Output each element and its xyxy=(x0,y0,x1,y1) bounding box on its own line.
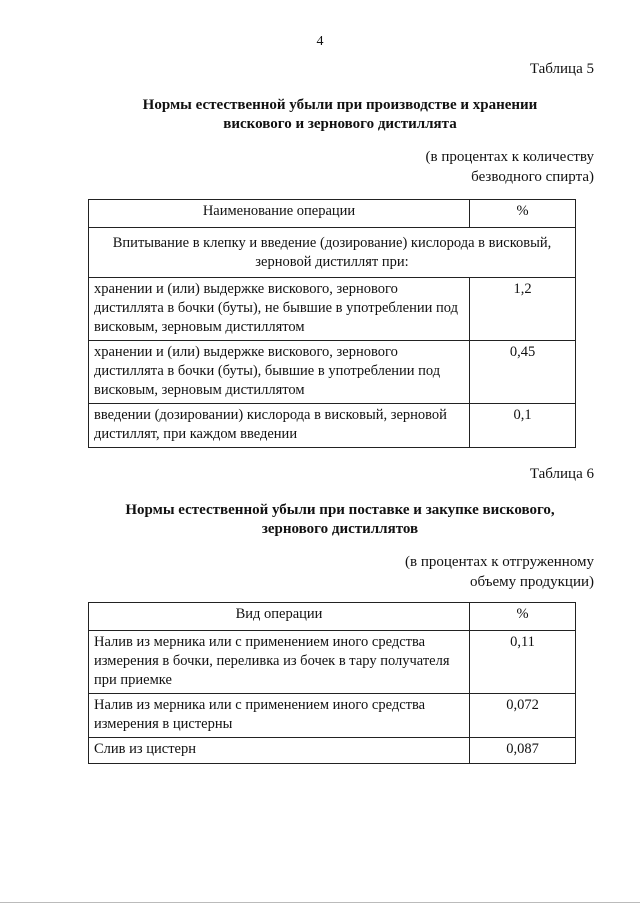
table6-title-line: зернового дистиллятов xyxy=(261,521,419,537)
table5-title-line: Нормы естественной убыли при производстве и хранении xyxy=(142,97,538,113)
table-row xyxy=(89,404,576,448)
table5-header-operation: Наименование операции xyxy=(89,200,470,228)
table-row xyxy=(89,278,576,341)
table-row xyxy=(89,738,576,764)
table5-row-value: 1,2 xyxy=(470,278,576,341)
table5-units-line: безводного спирта) xyxy=(471,169,594,185)
table5-header-percent: % xyxy=(470,200,576,228)
table-row xyxy=(89,341,576,404)
table6-row-operation: Налив из мерника или с применением иного средства измерения в бочки, переливка из бочек в тару получателя при приемке xyxy=(89,631,470,694)
table6-header-operation: Вид операции xyxy=(89,603,470,631)
table5-intro-row xyxy=(89,228,576,278)
table5-row-value: 0,45 xyxy=(470,341,576,404)
table6-label: Таблица 6 xyxy=(529,466,594,482)
table5-title-line: вискового и зернового дистиллята xyxy=(223,116,457,132)
table6-header-row xyxy=(89,603,576,631)
table6-row-value: 0,11 xyxy=(470,631,576,694)
table6-units xyxy=(334,552,594,592)
table5-intro: Впитывание в клепку и введение (дозирование) кислорода в висковый, зерновой дистиллят при: xyxy=(89,228,576,278)
table6-units-line: (в процентах к отгруженному xyxy=(405,554,594,570)
table6-units-line: объему продукции) xyxy=(469,574,594,590)
table5-row-value: 0,1 xyxy=(470,404,576,448)
table5-title xyxy=(60,96,620,134)
table-row xyxy=(89,631,576,694)
table5-row-operation: введении (дозировании) кислорода в висковый, зерновой дистиллят, при каждом введении xyxy=(89,404,470,448)
table-row xyxy=(89,694,576,738)
table6 xyxy=(88,602,576,764)
table5-label: Таблица 5 xyxy=(529,61,594,77)
table6-row-operation: Налив из мерника или с применением иного средства измерения в цистерны xyxy=(89,694,470,738)
table6-header-percent: % xyxy=(470,603,576,631)
table5-units-line: (в процентах к количеству xyxy=(425,149,594,165)
table5 xyxy=(88,199,576,448)
table5-row-operation: хранении и (или) выдержке вискового, зернового дистиллята в бочки (буты), не бывшие в употреблении под висковым, зерновым дистиллятом xyxy=(89,278,470,341)
table5-row-operation: хранении и (или) выдержке вискового, зернового дистиллята в бочки (буты), бывшие в употреблении под висковым, зерновым дистиллятом xyxy=(89,341,470,404)
table6-row-operation: Слив из цистерн xyxy=(89,738,470,764)
table6-row-value: 0,072 xyxy=(470,694,576,738)
page-number: 4 xyxy=(316,34,324,49)
table6-title xyxy=(60,501,620,539)
table6-title-line: Нормы естественной убыли при поставке и закупке вискового, xyxy=(125,502,555,518)
table5-units xyxy=(334,147,594,187)
table6-row-value: 0,087 xyxy=(470,738,576,764)
table5-header-row xyxy=(89,200,576,228)
page-bottom-edge xyxy=(0,902,640,903)
